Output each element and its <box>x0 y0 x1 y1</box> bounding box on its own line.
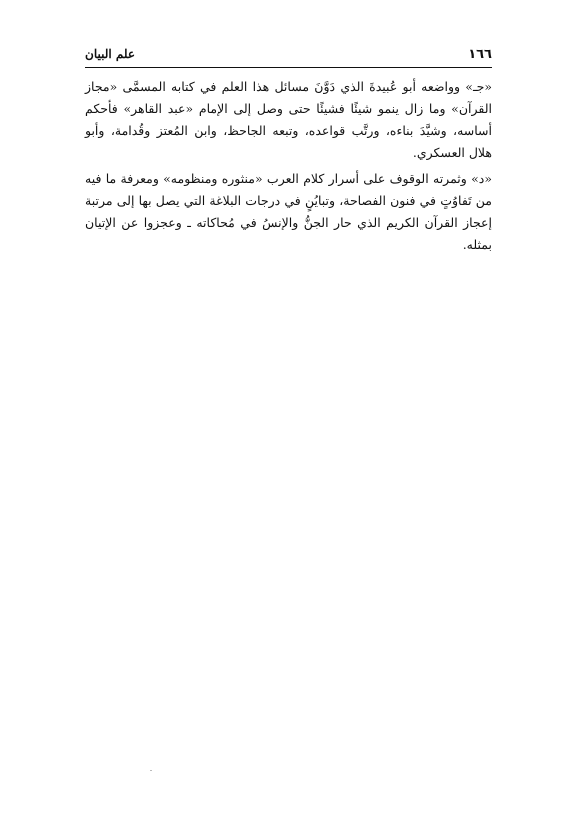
paragraph-text: وثمرته الوقوف على أسرار كلام العرب «منثوره ومنظومه» ومعرفة ما فيه من تَفاوُتٍ في فنون الفصاحة، وتبايُنٍ في درجات البلاغة التي يصل بها إلى مرتبة إعجاز القرآن الكريم الذي حار الجنُّ والإنسُ في مُحاكاته ـ وعجزوا عن الإتيان بمثله. <box>85 171 492 252</box>
scan-speck <box>150 770 152 771</box>
paragraph-text: وواضعه أبو عُبيدةَ الذي دَوَّنَ مسائل هذا العلم في كتابه المسمَّى «مجاز القرآن» وما زال ينمو شيئًا فشيئًا حتى وصل إلى الإمام «عبد القاهر» فأحكم أساسه، وشيَّدَ بناءه، ورتَّب قواعده، وتبعه الجاحظ، وابن المُعتز وقُدامة، وأبو هلال العسكري. <box>85 79 492 160</box>
page-header <box>85 41 492 68</box>
page-number: ١٦٦ <box>468 46 492 62</box>
running-title: علم البيان <box>85 47 135 61</box>
paragraph-jim <box>85 76 492 164</box>
paragraph-dal <box>85 168 492 256</box>
body-text <box>85 76 492 260</box>
paragraph-marker: «د» <box>471 171 492 186</box>
paragraph-marker: «جـ» <box>465 79 492 94</box>
